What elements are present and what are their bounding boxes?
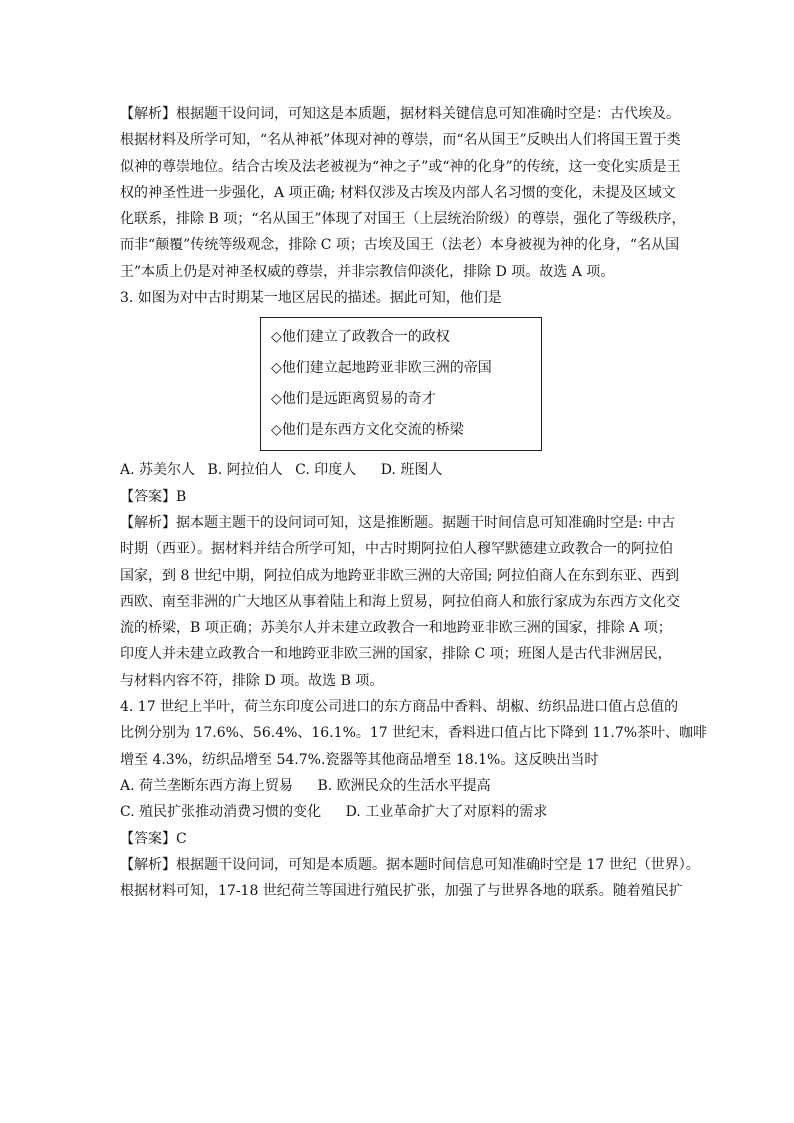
option-c: C. 殖民扩张推动消费习惯的变化: [120, 804, 322, 821]
option-b: B. 阿拉伯人: [207, 462, 283, 479]
text-line: 王”本质上仍是对神圣权威的尊崇，并非宗教信仰淡化，排除 D 项。故选 A 项。: [120, 263, 615, 280]
options-row: [120, 773, 680, 799]
page-content: [120, 101, 708, 904]
text-line: 时期（西亚）。据材料并结合所学可知，中古时期阿拉伯人穆罕默德建立政教合一的阿拉伯: [120, 541, 673, 558]
text-line: 【解析】据本题主题干的设问词可知，这是推断题。据题干时间信息可知准确时空是: 中古: [120, 514, 676, 531]
box-item: ◇他们是远距离贸易的奇才: [271, 391, 436, 408]
text-line: 【解析】根据题干设问词，可知这是本质题，据材料关键信息可知准确时空是：古代埃及。: [120, 106, 680, 122]
text-line: 根据材料及所学可知，“名从神祇”体现对神的尊崇，而“名从国王”反映出人们将国王置于类: [120, 132, 681, 149]
option-b: B. 欧洲民众的生活水平提高: [317, 777, 491, 794]
description-box: [260, 317, 542, 451]
question-stem: 3. 如图为对中古时期某一地区居民的描述。据此可知，他们是: [120, 290, 502, 307]
question-4: [120, 694, 708, 904]
text-line: 权的神圣性进一步强化，A 项正确; 材料仅涉及古埃及内部人名习惯的变化，未提及区域文: [120, 184, 676, 201]
option-c: C. 印度人: [295, 462, 357, 479]
text-line: 印度人并未建立政教合一和地跨亚非欧三洲的国家，排除 C 项；班图人是古代非洲居民，: [120, 646, 672, 663]
text-line: 国家，到 8 世纪中期，阿拉伯成为地跨亚非欧三洲的大帝国; 阿拉伯商人在东到东亚、西到: [120, 567, 679, 584]
q2-analysis: [120, 101, 686, 285]
option-a: A. 荷兰垄断东西方海上贸易: [120, 777, 294, 794]
question-stem: 增至 4.3%，纺织品增至 54.7%.瓷器等其他商品增至 18.1%。这反映出当时: [120, 751, 599, 768]
option-d: D. 班图人: [380, 462, 443, 479]
text-line: 似神的尊崇地位。结合古埃及法老被视为“神之子”或“神的化身”的传统，这一变化实质是王: [120, 158, 681, 175]
text-line: 与材料内容不符，排除 D 项。故选 B 项。: [120, 672, 384, 689]
text-line: 【解析】根据题干设问词，可知是本质题。据本题时间信息可知准确时空是 17 世纪（世界）。: [120, 856, 700, 873]
question-stem: 比例分别为 17.6%、56.4%、16.1%。17 世纪末，香料进口值占比下降到 11.7%茶叶、咖啡: [120, 725, 708, 742]
question-3: [120, 285, 680, 694]
box-item: ◇他们建立起地跨亚非欧三洲的帝国: [271, 360, 492, 377]
box-item: ◇他们建立了政教合一的政权: [271, 329, 450, 346]
box-item: ◇他们是东西方文化交流的桥梁: [271, 422, 464, 439]
answer-line: 【答案】B: [120, 488, 187, 505]
option-a: A. 苏美尔人: [120, 462, 196, 479]
options-row: [120, 457, 680, 483]
options-row: [120, 799, 680, 825]
option-d: D. 工业革命扩大了对原料的需求: [345, 804, 548, 821]
text-line: 流的桥梁，B 项正确；苏美尔人并未建立政教合一和地跨亚非欧三洲的国家，排除 A 项；: [120, 620, 672, 637]
text-line: 西欧、南至非洲的广大地区从事着陆上和海上贸易，阿拉伯商人和旅行家成为东西方文化交: [120, 593, 680, 610]
question-stem: 4. 17 世纪上半叶，荷兰东印度公司进口的东方商品中香料、胡椒、纺织品进口值占总值的: [120, 699, 679, 716]
answer-line: 【答案】C: [120, 830, 187, 847]
text-line: 而非“颠覆”传统等级观念，排除 C 项；古埃及国王（法老）本身被视为神的化身，“名从国: [120, 237, 680, 254]
text-line: 根据材料可知，17-18 世纪荷兰等国进行殖民扩张，加强了与世界各地的联系。随着殖民扩: [120, 883, 683, 900]
text-line: 化联系，排除 B 项；“名从国王”体现了对国王（上层统治阶级）的尊崇，强化了等级秩序，: [120, 211, 686, 228]
